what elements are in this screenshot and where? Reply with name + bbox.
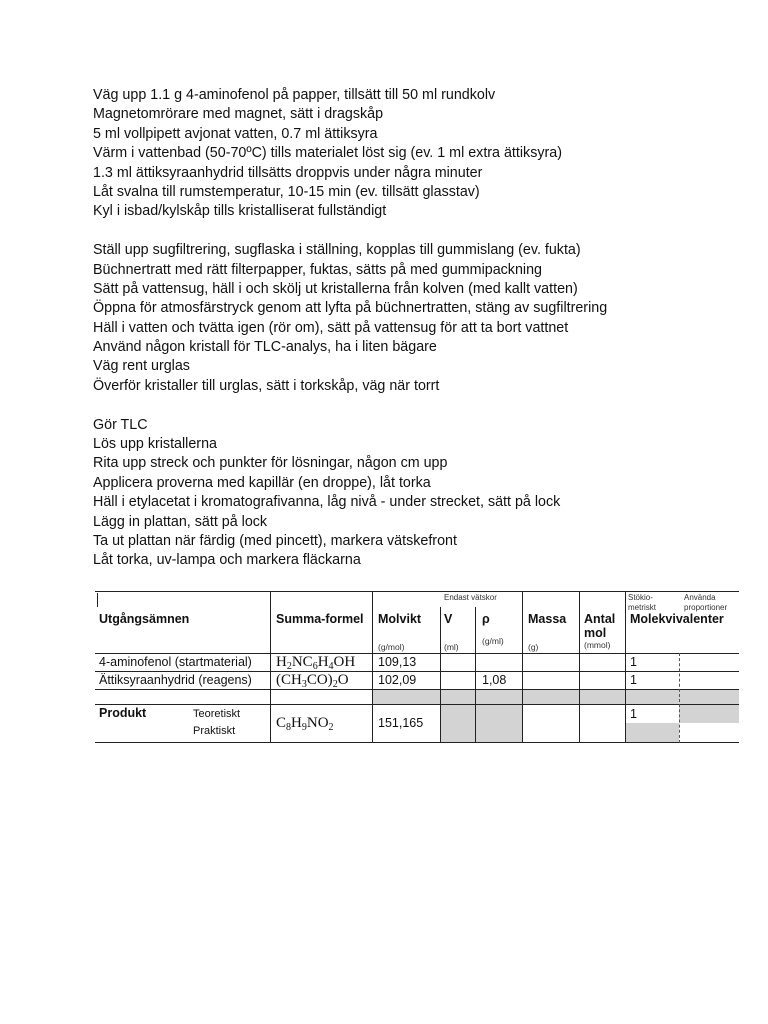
instruction-line: Öppna för atmosfärstryck genom att lyfta på büchnertratten, stäng av sugfiltrering	[93, 300, 608, 317]
instruction-block-3	[93, 416, 733, 571]
note-used-proportions: Använda proportioner	[684, 593, 728, 612]
instruction-line: Låt torka, uv-lampa och markera fläckarna	[93, 552, 361, 569]
unit-amount: (mmol)	[584, 640, 611, 650]
header-density: ρ	[482, 612, 490, 626]
instruction-line: Lägg in plattan, sätt på lock	[93, 513, 268, 530]
table-dashed-rule	[679, 653, 680, 743]
header-volume: V	[444, 612, 453, 626]
unit-molar-mass: (g/mol)	[378, 642, 405, 652]
table-rule	[97, 593, 98, 607]
table-rule	[625, 591, 626, 743]
table-rule	[95, 704, 739, 705]
row-molar-mass: 102,09	[378, 673, 417, 687]
shaded-cell	[372, 689, 739, 704]
instruction-line: Häll i etylacetat i kromatografivanna, låg nivå - under strecket, sätt på lock	[93, 494, 561, 511]
product-stoich: 1	[630, 707, 637, 721]
instruction-line: Kyl i isbad/kylskåp tills kristalliserat fullständigt	[93, 203, 387, 220]
header-equivalents: Molekvivalenter	[630, 612, 724, 626]
instruction-line: Väg upp 1.1 g 4-aminofenol på papper, tillsätt till 50 ml rundkolv	[93, 87, 496, 103]
instruction-line: Gör TLC	[93, 416, 148, 433]
paragraph-gap	[93, 222, 733, 241]
instruction-line: Büchnertratt med rätt filterpapper, fuktas, sätts på med gummipackning	[93, 261, 542, 278]
header-molar-mass: Molvikt	[378, 612, 422, 626]
instruction-line: 5 ml vollpipett avjonat vatten, 0.7 ml ättiksyra	[93, 125, 378, 142]
row-molar-mass: 109,13	[378, 655, 417, 669]
row-formula: $(CH_3CO)_2O$	[276, 672, 349, 690]
row-name: Ättiksyraanhydrid (reagens)	[99, 673, 252, 687]
header-mass: Massa	[528, 612, 567, 626]
product-molar-mass: 151,165	[378, 716, 424, 730]
table-rule	[95, 689, 739, 690]
note-stoich: Stökio- metriskt	[628, 593, 656, 612]
unit-volume: (ml)	[444, 642, 459, 652]
unit-mass: (g)	[528, 642, 539, 652]
row-name: 4-aminofenol (startmaterial)	[99, 655, 252, 669]
paragraph-gap	[93, 396, 733, 415]
table-rule	[440, 607, 441, 743]
shaded-cell	[679, 704, 739, 723]
product-theoretical: Teoretiskt	[193, 708, 241, 720]
header-formula: Summa-formel	[276, 612, 364, 626]
header-amount: Antal mol	[584, 612, 616, 640]
instruction-line: Magnetomrörare med magnet, sätt i dragskåp	[93, 106, 384, 123]
instruction-line: Överför kristaller till urglas, sätt i torkskåp, väg när torrt	[93, 377, 440, 394]
row-stoich: 1	[630, 655, 637, 669]
instruction-line: Ta ut plattan när färdig (med pincett), markera vätskefront	[93, 532, 457, 549]
instruction-line: Låt svalna till rumstemperatur, 10-15 min (ev. tillsätt glasstav)	[93, 183, 480, 200]
table-rule	[95, 653, 739, 654]
reagent-table	[95, 591, 739, 743]
instruction-line: Värm i vattenbad (50-70ºC) tills materialet löst sig (ev. 1 ml extra ättiksyra)	[93, 145, 562, 162]
instruction-line: 1.3 ml ättiksyraanhydrid tillsätts droppvis under några minuter	[93, 164, 483, 181]
table-rule	[372, 591, 373, 743]
instruction-line: Rita upp streck och punkter för lösningar, någon cm upp	[93, 455, 448, 472]
instruction-line: Använd någon kristall för TLC-analys, ha i liten bägare	[93, 339, 437, 356]
table-rule	[522, 591, 523, 743]
row-density: 1,08	[482, 673, 507, 687]
instruction-line: Applicera proverna med kapillär (en droppe), låt torka	[93, 474, 431, 491]
product-label: Produkt	[99, 706, 147, 720]
table-rule	[95, 742, 739, 743]
header-starting-materials: Utgångsämnen	[99, 612, 190, 626]
instruction-block-2	[93, 241, 733, 396]
table-rule	[270, 591, 271, 743]
instruction-block-1	[93, 86, 733, 222]
table-rule	[95, 671, 739, 672]
instruction-line: Ställ upp sugfiltrering, sugflaska i ställning, kopplas till gummislang (ev. fukta)	[93, 242, 581, 259]
product-practical: Praktiskt	[193, 725, 236, 737]
product-formula: $C_8H_9NO_2$	[276, 715, 334, 733]
instructions	[93, 86, 733, 571]
table-rule	[95, 591, 739, 592]
table-rule	[475, 607, 476, 743]
instruction-line: Sätt på vattensug, häll i och skölj ut kristallerna från kolven (med kallt vatten)	[93, 280, 578, 297]
note-liquids: Endast vätskor	[444, 593, 497, 602]
row-formula: $H_2NC_6H_4OH$	[276, 654, 356, 672]
instruction-line: Häll i vatten och tvätta igen (rör om), sätt på vattensug för att ta bort vattnet	[93, 319, 569, 336]
instruction-line: Lös upp kristallerna	[93, 436, 217, 453]
shaded-cell	[625, 723, 679, 742]
unit-density: (g/ml)	[482, 636, 504, 646]
row-stoich: 1	[630, 673, 637, 687]
table-rule	[579, 591, 580, 743]
shaded-cell	[440, 704, 522, 742]
instruction-line: Väg rent urglas	[93, 358, 190, 375]
